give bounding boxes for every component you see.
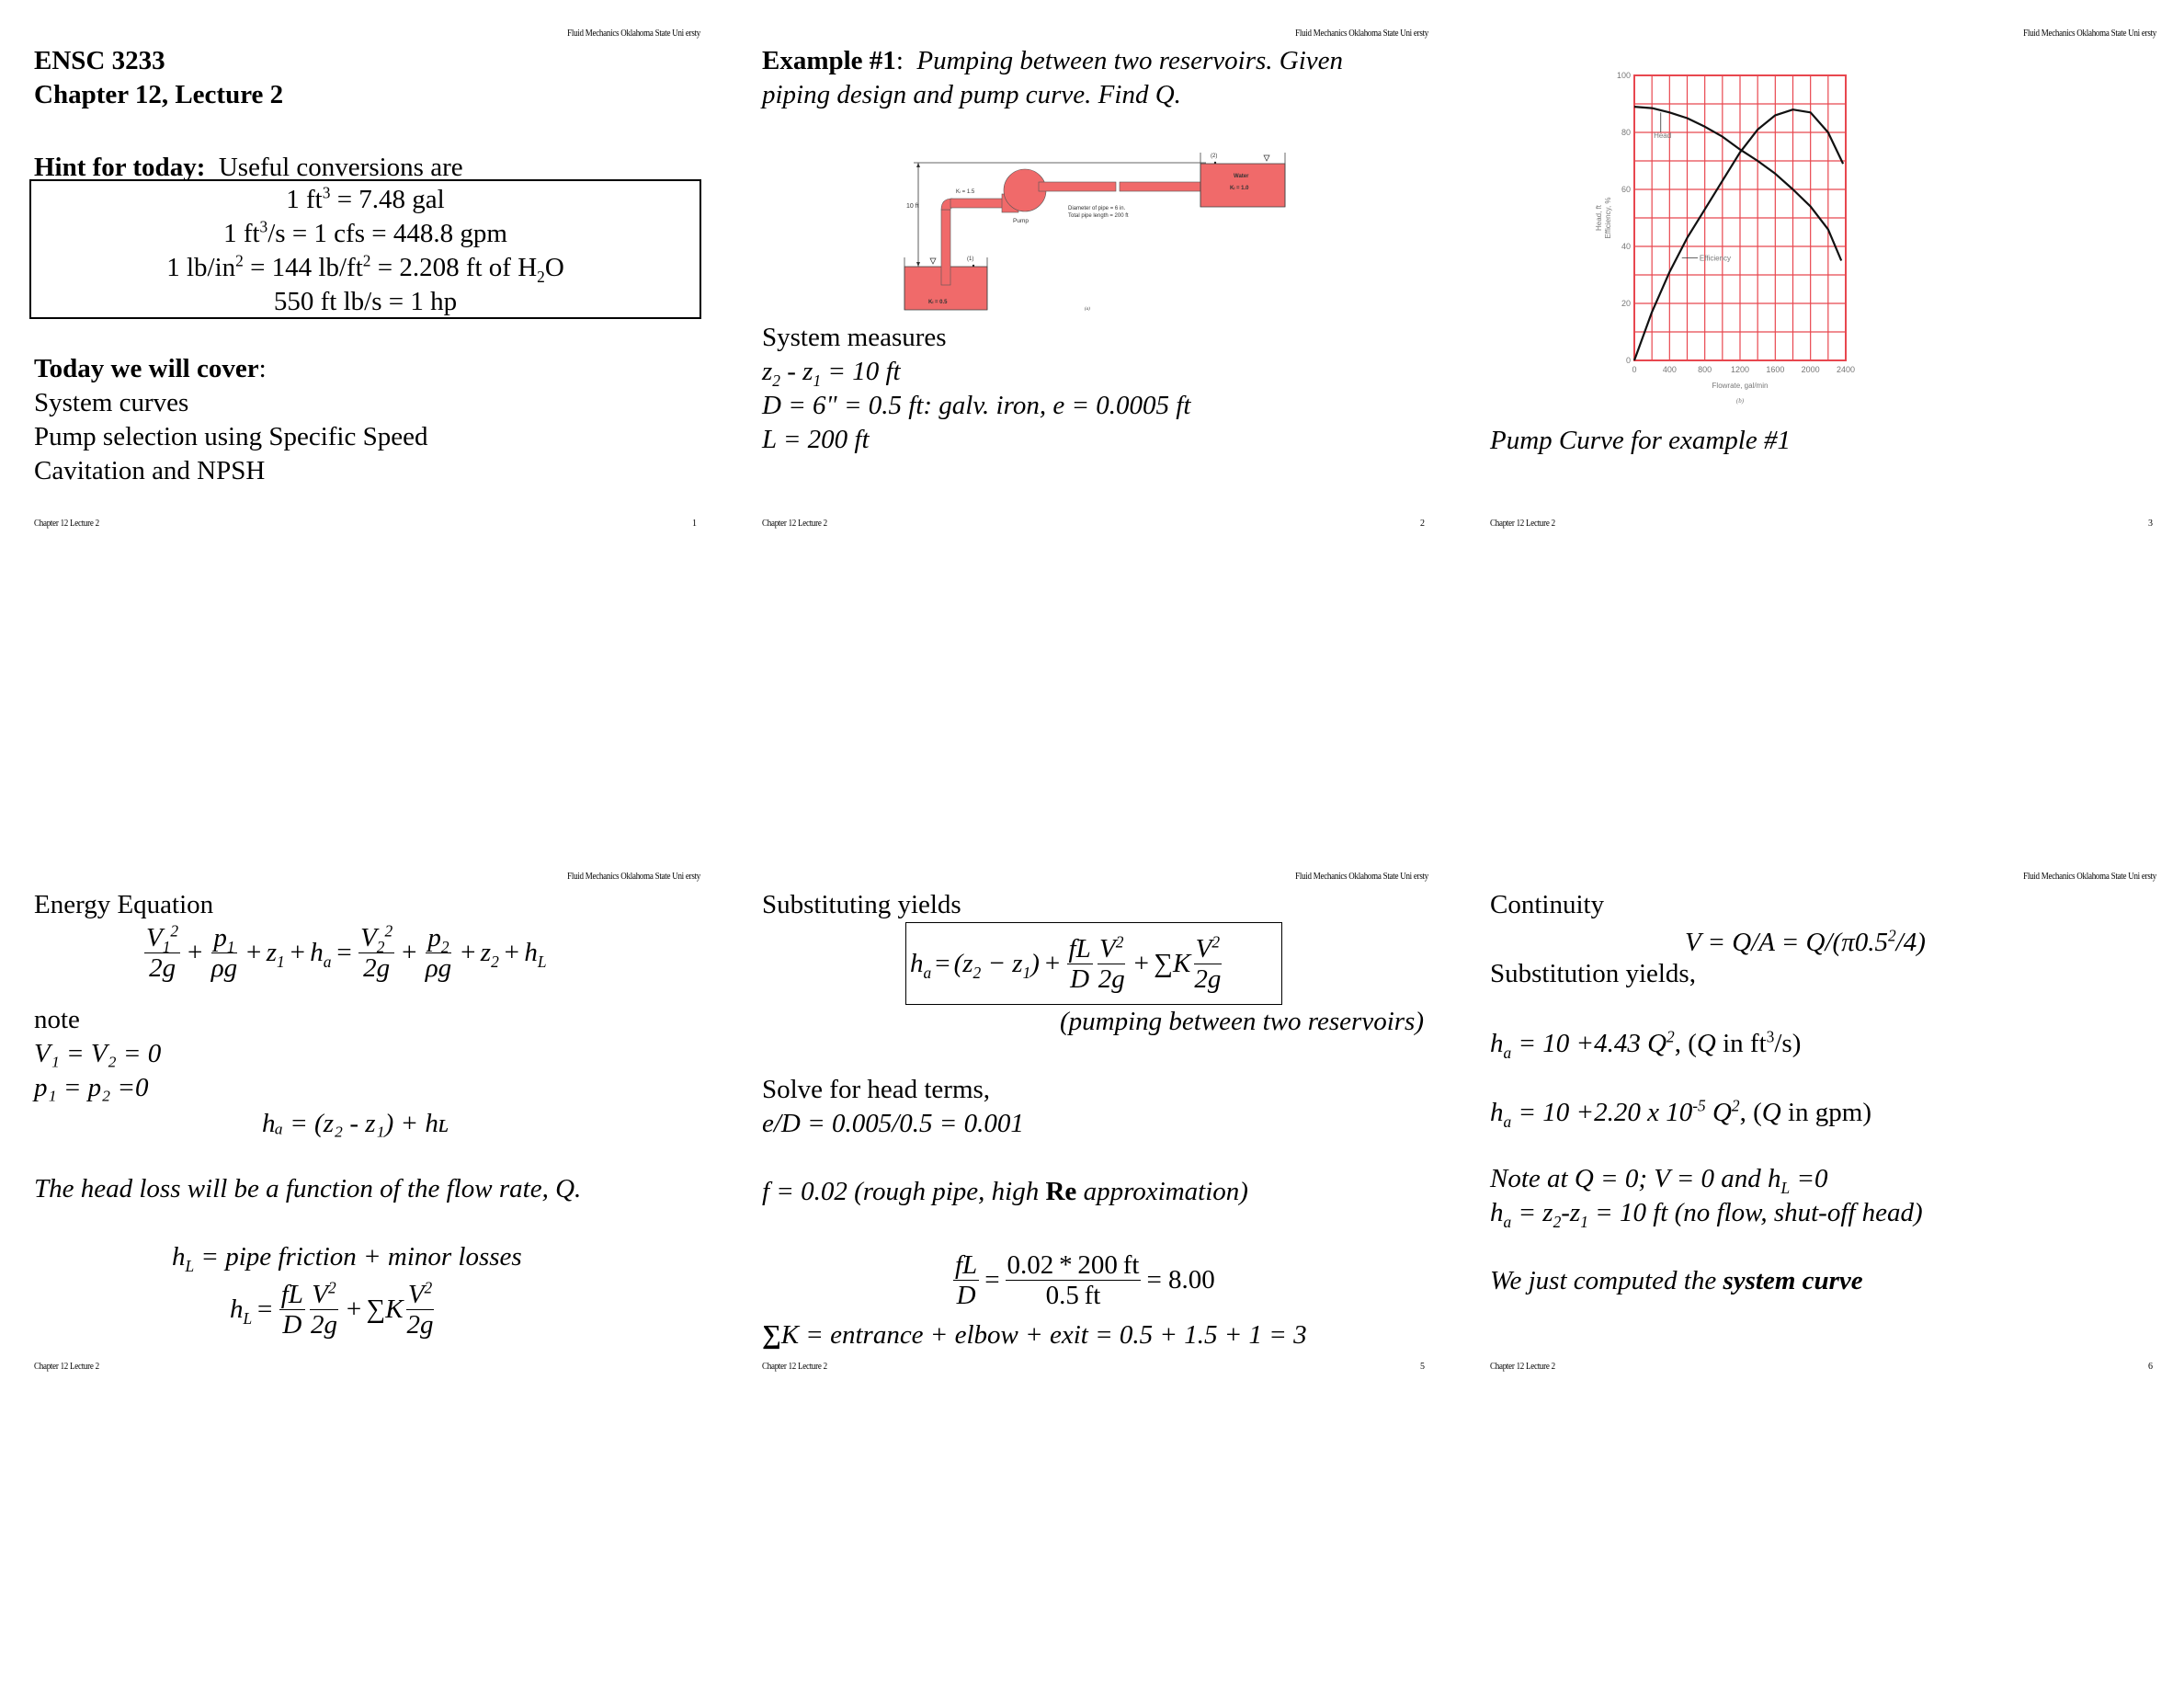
pump-head-formula: $h_a$ = $(z_2 - z_1)$ + $\frac{fL}{D}$ $\frac{V^2}{2g}$ + ∑ K $\frac{V^2}{2g}$ <box>910 931 1222 994</box>
conversion-row: 1 $ft^3 = 7.48$ gal <box>286 183 445 214</box>
conversion-row: 1 $lb/in^2 = 144$ $lb/ft^2 = 2.208$ ft of $H_2O$ <box>166 251 564 286</box>
point-1-label: (1) <box>967 257 974 262</box>
conversion-row: 550 ft lb/s = 1 hp <box>273 287 458 316</box>
slide-header: Fluid Mechanics Oklahoma State Uni ersty <box>567 872 700 882</box>
page-number: 2 <box>1420 519 1425 529</box>
energy-equation-title: Energy Equation <box>34 890 214 919</box>
svg-text:1600: 1600 <box>1766 365 1785 374</box>
page-number: 5 <box>1420 1362 1425 1372</box>
page-number: 3 <box>2148 519 2153 529</box>
fl-over-d-calc: $\frac{fL}{D}$ = $\frac{0.02 * 200 ft}{0.5 ft}$ = 8.00 <box>955 1249 1215 1310</box>
svg-text:60: 60 <box>1621 185 1631 194</box>
svg-text:80: 80 <box>1621 128 1631 137</box>
page-number: 1 <box>692 519 697 529</box>
elbow-k-label: Kₗ = 1.5 <box>956 189 975 195</box>
svg-text:0: 0 <box>1632 365 1637 374</box>
hint-label: Hint for today: <box>34 153 206 182</box>
slide-footer: Chapter 12 Lecture 2 <box>34 519 99 529</box>
system-curve-cfs: $h_a = 10 +4.43$ $Q^2$, (Q in $ft^3/s$) <box>1490 1027 1802 1062</box>
topic-item: System curves <box>34 388 189 417</box>
solve-heading: Solve for head terms, <box>762 1075 991 1104</box>
svg-text:20: 20 <box>1621 299 1631 308</box>
elevation-difference: $z_2 - z_1 = 10$ ft <box>762 357 901 390</box>
svg-text:100: 100 <box>1616 71 1631 80</box>
energy-equation: $\frac{V_1^2}{2g}$ + $\frac{p_1}{\rho g}$ + $z_1$ + $h_a$ = $\frac{V_2^2}{2g}$ + $\frac{p_2}{\rho g}$ + $z_2$ + $h_L$ <box>146 920 547 983</box>
slide-footer: Chapter 12 Lecture 2 <box>1490 519 1555 529</box>
slide-5 <box>728 843 1456 1686</box>
pipe-diameter-label: Diameter of pipe = 6 in. <box>1068 206 1126 211</box>
friction-factor: f = 0.02 (rough pipe, high Re approximation) <box>762 1177 1248 1206</box>
svg-text:Head, ft: Head, ft <box>1595 204 1603 232</box>
slide-header: Fluid Mechanics Oklahoma State Uni ersty <box>1295 29 1428 39</box>
slide-footer: Chapter 12 Lecture 2 <box>762 1362 827 1372</box>
reservoir-note: (pumping between two reservoirs) <box>1059 1007 1424 1036</box>
slide-header: Fluid Mechanics Oklahoma State Uni ersty <box>2023 872 2156 882</box>
slide-footer: Chapter 12 Lecture 2 <box>1490 1362 1555 1372</box>
pump-curve-chart <box>1585 61 1860 419</box>
slide-header: Fluid Mechanics Oklahoma State Uni ersty <box>2023 29 2156 39</box>
svg-text:400: 400 <box>1662 365 1677 374</box>
svg-text:2000: 2000 <box>1801 365 1820 374</box>
svg-text:0: 0 <box>1625 356 1631 365</box>
pressure-condition: p₁ = p₂ =0 <box>34 1073 149 1102</box>
entrance-k-label: Kₗ = 0.5 <box>928 300 948 305</box>
shutoff-head: $h_a = z_2-z_1 = 10$ ft (no flow, shut-off head) <box>1490 1198 1923 1231</box>
topic-item: Cavitation and NPSH <box>34 456 266 485</box>
water-label: Water <box>1234 174 1249 179</box>
height-label: 10 ft <box>906 203 919 210</box>
course-title: ENSC 3233 <box>34 46 165 75</box>
relative-roughness: e/D = 0.005/0.5 = 0.001 <box>762 1109 1024 1138</box>
pipe-diameter: D = 6" = 0.5 ft: galv. iron, e = 0.0005 ft <box>762 391 1191 420</box>
pump-head-box <box>905 922 1282 1005</box>
slide-1 <box>0 0 728 843</box>
slide-footer: Chapter 12 Lecture 2 <box>762 519 827 529</box>
topic-item: Pump selection using Specific Speed <box>34 422 428 451</box>
chart-caption: Pump Curve for example #1 <box>1490 426 1791 455</box>
svg-text:Flowrate, gal/min: Flowrate, gal/min <box>1712 382 1769 390</box>
slide-header: Fluid Mechanics Oklahoma State Uni ersty <box>567 29 700 39</box>
head-loss-definition: $h_L$ = pipe friction + minor losses <box>172 1242 522 1275</box>
pump-label: Pump <box>1013 218 1029 224</box>
exit-k-label: Kₗ = 1.0 <box>1230 186 1249 191</box>
svg-text:800: 800 <box>1698 365 1712 374</box>
continuity-title: Continuity <box>1490 890 1605 919</box>
lecture-title: Chapter 12, Lecture 2 <box>34 80 284 109</box>
svg-text:40: 40 <box>1621 242 1631 251</box>
slide-6 <box>1456 843 2184 1686</box>
system-curve-gpm: $h_a = 10 +2.20$ x $10^{-5}$ $Q^2$, (Q in gpm) <box>1490 1096 1872 1131</box>
slide-footer: Chapter 12 Lecture 2 <box>34 1362 99 1372</box>
slide-4 <box>0 843 728 1686</box>
point-2-label: (2) <box>1211 154 1218 159</box>
conversions-box <box>29 179 701 319</box>
slide-3 <box>1456 0 2184 843</box>
note-label: note <box>34 1005 80 1034</box>
head-loss-statement: The head loss will be a function of the flow rate, Q. <box>34 1174 582 1203</box>
pipe-length: L = 200 ft <box>762 425 870 454</box>
slide-header: Fluid Mechanics Oklahoma State Uni ersty <box>1295 872 1428 882</box>
pump-system-diagram <box>903 147 1289 317</box>
sum-k-calc: ∑K = entrance + elbow + exit = 0.5 + 1.5 + 1 = 3 <box>762 1320 1307 1350</box>
substituting-title: Substituting yields <box>762 890 961 919</box>
system-measures-heading: System measures <box>762 323 947 352</box>
cover-heading: Today we will cover: <box>34 354 267 383</box>
system-curve-conclusion: We just computed the system curve <box>1490 1266 1863 1295</box>
pipe-length-label: Total pipe length = 200 ft <box>1068 213 1129 219</box>
page-number: 6 <box>2148 1362 2153 1372</box>
svg-text:Efficiency, %: Efficiency, % <box>1604 197 1612 239</box>
example-title-cont: piping design and pump curve. Find Q. <box>762 80 1181 109</box>
head-loss-equation: $h_L$ = $\frac{fL}{D}$ $\frac{V^2}{2g}$ + ∑ K $\frac{V^2}{2g}$ <box>230 1277 434 1340</box>
svg-text:2400: 2400 <box>1836 365 1856 374</box>
pump-head-equation: hₐ = (z₂ - z₁) + hʟ <box>262 1109 449 1138</box>
conversion-row: 1 $ft^3/s = 1$ cfs = 448.8 gpm <box>223 217 507 248</box>
svg-text:Efficiency: Efficiency <box>1699 254 1732 263</box>
svg-text:1200: 1200 <box>1730 365 1750 374</box>
slide-2 <box>728 0 1456 843</box>
substitution-heading: Substitution yields, <box>1490 959 1696 988</box>
svg-text:Head: Head <box>1654 131 1672 141</box>
svg-text:(b): (b) <box>1735 397 1745 405</box>
example-title: Example #1: Pumping between two reservoirs. Given <box>762 46 1344 75</box>
zero-flow-note: Note at Q = 0; V = 0 and $h_L =0$ <box>1490 1164 1828 1197</box>
velocity-condition: V₁ = V₂ = 0 <box>34 1039 162 1068</box>
diagram-caption: (a) <box>1085 307 1090 312</box>
hint-text: Useful conversions are <box>218 153 463 182</box>
velocity-equation: $V = Q/A = Q/(\pi 0.5^2/4)$ <box>1685 926 1926 957</box>
